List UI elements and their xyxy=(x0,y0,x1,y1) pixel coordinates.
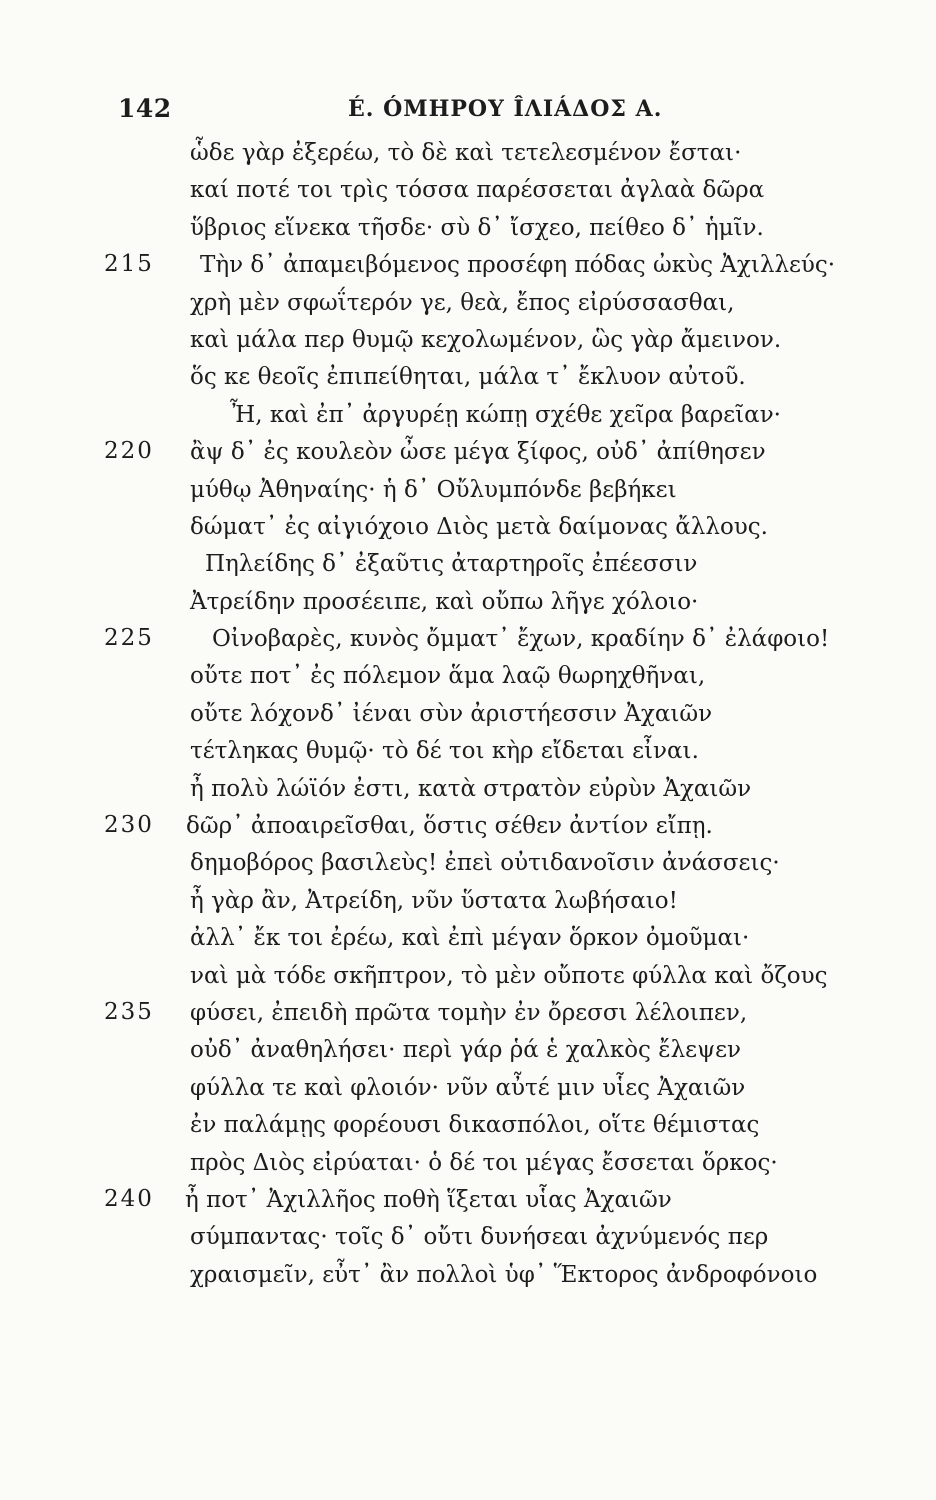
page-number: 142 xyxy=(118,94,172,123)
verse-text-line: ὅς κε θεοῖς ἐπιπείθηται, μάλα τ᾽ ἔκλυον αὐτοῦ. xyxy=(190,364,746,391)
verse-text-line: οὔτε λόχονδ᾽ ἰέναι σὺν ἀριστήεσσιν Ἀχαιῶν xyxy=(190,700,713,727)
verse-text-line: ναὶ μὰ τόδε σκῆπτρον, τὸ μὲν οὔποτε φύλλα καὶ ὄζους xyxy=(190,962,828,989)
verse-text-line: μύθῳ Ἀθηναίης· ἡ δ᾽ Οὔλυμπόνδε βεβήκει xyxy=(190,476,677,503)
verse-text xyxy=(0,138,936,1297)
verse-line xyxy=(0,848,936,885)
page-header xyxy=(118,94,678,134)
verse-text-line: δημοβόρος βασιλεὺς! ἐπεὶ οὐτιδανοῖσιν ἀνάσσεις· xyxy=(190,850,780,877)
line-number: 225 xyxy=(104,625,154,652)
verse-text-line: ἀλλ᾽ ἔκ τοι ἐρέω, καὶ ἐπὶ μέγαν ὅρκον ὀμοῦμαι· xyxy=(190,925,750,952)
verse-line xyxy=(0,587,936,624)
verse-text-line: φύσει, ἐπειδὴ πρῶτα τομὴν ἐν ὄρεσσι λέλοιπεν, xyxy=(190,999,748,1026)
verse-text-line: ἦ πολὺ λώϊόν ἐστι, κατὰ στρατὸν εὐρὺν Ἀχαιῶν xyxy=(190,775,752,802)
verse-line xyxy=(0,400,936,437)
running-title: É. ÓMHPOY ÎΛΙÁΔΟΣ A. xyxy=(348,96,663,122)
verse-line xyxy=(0,250,936,287)
verse-text-line: δῶρ᾽ ἀποαιρεῖσθαι, ὅστις σέθεν ἀντίον εἴπῃ. xyxy=(186,813,713,840)
verse-text-line: δώματ᾽ ἐς αἰγιόχοιο Διὸς μετὰ δαίμονας ἄλλους. xyxy=(190,513,768,540)
verse-line xyxy=(0,1185,936,1222)
verse-line xyxy=(0,1110,936,1147)
verse-line xyxy=(0,1035,936,1072)
verse-text-line: οὔτε ποτ᾽ ἐς πόλεμον ἅμα λαῷ θωρηχθῆναι, xyxy=(190,663,706,690)
verse-line xyxy=(0,923,936,960)
verse-line xyxy=(0,774,936,811)
line-number: 215 xyxy=(104,251,154,278)
verse-text-line: ἐν παλάμῃς φορέουσι δικασπόλοι, οἵτε θέμιστας xyxy=(190,1112,760,1139)
verse-line xyxy=(0,475,936,512)
verse-text-line: πρὸς Διὸς εἰρύαται· ὁ δέ τοι μέγας ἔσσεται ὅρκος· xyxy=(190,1149,778,1176)
verse-text-line: τέτληκας θυμῷ· τὸ δέ τοι κὴρ εἴδεται εἶναι. xyxy=(190,738,699,765)
verse-line xyxy=(0,362,936,399)
verse-line xyxy=(0,288,936,325)
verse-line xyxy=(0,325,936,362)
verse-line xyxy=(0,624,936,661)
verse-text-line: χραισμεῖν, εὖτ᾽ ἂν πολλοὶ ὑφ᾽ Ἕκτορος ἀνδροφόνοιο xyxy=(190,1261,818,1288)
verse-text-line: χρὴ μὲν σφωΐτερόν γε, θεὰ, ἔπος εἰρύσσασθαι, xyxy=(190,289,735,316)
verse-line xyxy=(0,437,936,474)
verse-text-line: καὶ μάλα περ θυμῷ κεχολωμένον, ὣς γὰρ ἄμεινον. xyxy=(190,326,782,353)
verse-line xyxy=(0,811,936,848)
verse-line xyxy=(0,886,936,923)
verse-line xyxy=(0,1222,936,1259)
line-number: 220 xyxy=(104,438,154,465)
verse-line xyxy=(0,512,936,549)
line-number: 235 xyxy=(104,998,154,1025)
verse-text-line: Ἀτρείδην προσέειπε, καὶ οὔπω λῆγε χόλοιο· xyxy=(190,588,699,615)
verse-line xyxy=(0,213,936,250)
verse-line xyxy=(0,1148,936,1185)
verse-text-line: ἂψ δ᾽ ἐς κουλεὸν ὦσε μέγα ξίφος, οὐδ᾽ ἀπίθησεν xyxy=(190,439,766,466)
verse-text-line: Οἰνοβαρὲς, κυνὸς ὄμματ᾽ ἔχων, κραδίην δ᾽ ἐλάφοιο! xyxy=(212,626,830,653)
verse-line xyxy=(0,736,936,773)
verse-text-line: ὕβριος εἵνεκα τῆσδε· σὺ δ᾽ ἴσχεο, πείθεο δ᾽ ἡμῖν. xyxy=(190,214,764,241)
verse-line xyxy=(0,1073,936,1110)
verse-text-line: Τὴν δ᾽ ἀπαμειβόμενος προσέφη πόδας ὠκὺς Ἀχιλλεύς· xyxy=(200,252,836,279)
line-number: 230 xyxy=(104,812,154,839)
verse-line xyxy=(0,175,936,212)
verse-text-line: ἦ ποτ᾽ Ἀχιλλῆος ποθὴ ἵξεται υἷας Ἀχαιῶν xyxy=(185,1186,672,1213)
verse-text-line: καί ποτέ τοι τρὶς τόσσα παρέσσεται ἀγλαὰ δῶρα xyxy=(190,177,765,204)
verse-line xyxy=(0,661,936,698)
verse-text-line: σύμπαντας· τοῖς δ᾽ οὔτι δυνήσεαι ἀχνύμενός περ xyxy=(190,1224,769,1251)
verse-text-line: Ἦ, καὶ ἐπ᾽ ἀργυρέῃ κώπῃ σχέθε χεῖρα βαρεῖαν· xyxy=(230,401,781,428)
verse-line xyxy=(0,138,936,175)
verse-line xyxy=(0,549,936,586)
verse-text-line: ὧδε γὰρ ἐξερέω, τὸ δὲ καὶ τετελεσμένον ἔσται· xyxy=(190,140,742,166)
line-number: 240 xyxy=(104,1185,154,1212)
verse-line xyxy=(0,998,936,1035)
verse-line xyxy=(0,1260,936,1297)
verse-text-line: οὐδ᾽ ἀναθηλήσει· περὶ γάρ ῥά ἑ χαλκὸς ἔλεψεν xyxy=(190,1037,742,1064)
verse-text-line: Πηλείδης δ᾽ ἐξαῦτις ἀταρτηροῖς ἐπέεσσιν xyxy=(205,551,698,578)
verse-text-line: ἦ γὰρ ἂν, Ἀτρείδη, νῦν ὕστατα λωβήσαιο! xyxy=(190,887,678,914)
verse-line xyxy=(0,961,936,998)
verse-text-line: φύλλα τε καὶ φλοιόν· νῦν αὖτέ μιν υἷες Ἀχαιῶν xyxy=(190,1074,746,1101)
verse-line xyxy=(0,699,936,736)
